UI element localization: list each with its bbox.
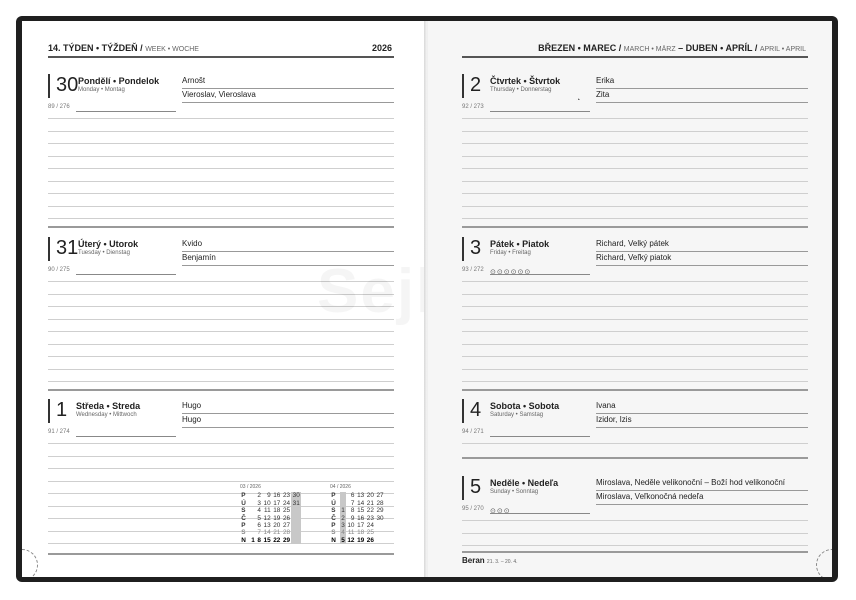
writing-line <box>462 193 808 194</box>
day-name-translation: Sunday • Sonntag <box>490 489 539 495</box>
writing-line <box>48 118 394 119</box>
day-marker <box>462 74 464 98</box>
corner-mark <box>22 549 38 577</box>
day-marker <box>48 399 50 423</box>
writing-line <box>462 545 808 546</box>
day-marker <box>48 237 50 261</box>
writing-line <box>462 520 808 521</box>
name-day-entry: Erika <box>596 75 808 89</box>
mini-calendar-march: 03 / 2026 P 2 9 16 23 30 Ú 3 10 17 24 31 S 4 11 18 25 Č 5 12 19 26 P 6 13 20 27 S 7 14 21 28 N 1 8 15 22 29 <box>240 484 300 544</box>
writing-line <box>462 381 808 382</box>
name-day-entry: Richard, Velký pátek <box>596 238 808 252</box>
writing-line <box>48 443 394 444</box>
name-day-entry: Benjamín <box>182 252 394 266</box>
writing-line <box>462 218 808 219</box>
writing-line <box>462 156 808 157</box>
day-marker <box>48 74 50 98</box>
day-separator <box>462 551 808 553</box>
writing-line <box>48 193 394 194</box>
writing-line <box>462 131 808 132</box>
day-name-translation: Wednesday • Mittwoch <box>76 412 137 418</box>
day-marker <box>462 476 464 500</box>
day-underline <box>490 436 590 437</box>
day-underline <box>76 274 176 275</box>
header-rule <box>48 56 394 58</box>
name-days <box>596 400 808 428</box>
day-name-translation: Thursday • Donnerstag <box>490 87 552 93</box>
day-number: 4 <box>470 399 482 421</box>
writing-line <box>462 306 808 307</box>
name-day-entry: Kvido <box>182 238 394 252</box>
holiday-symbols: ◔ <box>576 97 582 104</box>
right-page <box>428 21 832 577</box>
day-separator <box>48 389 394 391</box>
name-day-entry: Ivana <box>596 400 808 414</box>
mini-calendar-april: 04 / 2026 P 6 13 20 27 Ú 7 14 21 28 S 1 8 15 22 29 Č 2 9 16 23 30 P 3 10 17 24 S 4 11 18 25 N 5 12 19 26 <box>330 484 384 544</box>
publisher-footer: Beran 21. 3. – 20. 4. <box>462 556 518 565</box>
name-day-entry: Arnošt <box>182 75 394 89</box>
day-underline <box>76 436 176 437</box>
day-separator <box>462 226 808 228</box>
day-of-year: 90 / 275 <box>48 267 70 273</box>
writing-line <box>48 181 394 182</box>
day-marker <box>462 399 464 423</box>
day-name: Pondělí • Pondelok <box>78 76 160 86</box>
day-number: 2 <box>470 74 482 96</box>
writing-line <box>48 206 394 207</box>
name-days <box>596 238 808 266</box>
writing-line <box>462 319 808 320</box>
day-number: 1 <box>56 399 68 421</box>
day-number: 3 <box>470 237 482 259</box>
day-of-year: 95 / 270 <box>462 506 484 512</box>
writing-line <box>462 344 808 345</box>
day-name: Středa • Streda <box>76 401 141 411</box>
day-of-year: 94 / 271 <box>462 429 484 435</box>
day-of-year: 92 / 273 <box>462 104 484 110</box>
day-underline <box>76 111 176 112</box>
day-separator <box>462 389 808 391</box>
writing-line <box>48 156 394 157</box>
holiday-symbols: ⊙⊙⊙⊙⊙⊙ <box>490 269 532 276</box>
week-header: 14. TÝDEN • TÝŽDEŇ / WEEK • WOCHE <box>48 43 199 53</box>
day-separator <box>48 226 394 228</box>
writing-line <box>48 344 394 345</box>
day-name: Pátek • Piatok <box>490 239 550 249</box>
name-day-entry: Richard, Veľký piatok <box>596 252 808 266</box>
day-underline <box>490 111 590 112</box>
writing-line <box>48 143 394 144</box>
day-marker <box>462 237 464 261</box>
watermark <box>317 256 426 327</box>
day-number: 31 <box>56 237 79 259</box>
name-day-entry: Izidor, Izis <box>596 414 808 428</box>
writing-line <box>48 468 394 469</box>
day-of-year: 93 / 272 <box>462 267 484 273</box>
day-separator <box>462 457 808 459</box>
name-days <box>596 75 808 103</box>
day-number: 5 <box>470 476 482 498</box>
writing-line <box>462 118 808 119</box>
corner-mark <box>816 549 832 577</box>
day-of-year: 91 / 274 <box>48 429 70 435</box>
writing-line <box>462 369 808 370</box>
writing-line <box>48 218 394 219</box>
writing-line <box>462 206 808 207</box>
writing-line <box>48 168 394 169</box>
writing-line <box>462 533 808 534</box>
writing-line <box>462 143 808 144</box>
writing-line <box>462 356 808 357</box>
writing-line <box>48 131 394 132</box>
month-header: BŘEZEN • MAREC / MARCH • MÄRZ – DUBEN • APRÍL / APRIL • APRIL <box>538 43 806 53</box>
left-page <box>22 21 426 577</box>
name-days <box>596 477 808 505</box>
writing-line <box>462 181 808 182</box>
name-days <box>182 75 394 103</box>
name-day-entry: Miroslava, Neděle velikonoční – Boží hod velikonoční <box>596 477 808 491</box>
day-name: Čtvrtek • Štvrtok <box>490 76 561 86</box>
day-number: 30 <box>56 74 79 96</box>
writing-line <box>462 294 808 295</box>
writing-line <box>462 443 808 444</box>
day-name: Sobota • Sobota <box>490 401 560 411</box>
day-of-year: 89 / 276 <box>48 104 70 110</box>
name-day-entry: Zita <box>596 89 808 103</box>
day-name-translation: Tuesday • Dienstag <box>78 250 130 256</box>
writing-line <box>48 456 394 457</box>
name-day-entry: Hugo <box>182 414 394 428</box>
writing-line <box>48 356 394 357</box>
writing-line <box>48 331 394 332</box>
day-separator <box>48 553 394 555</box>
writing-line <box>462 281 808 282</box>
name-day-entry: Vieroslav, Vieroslava <box>182 89 394 103</box>
writing-line <box>462 168 808 169</box>
day-name-translation: Friday • Freitag <box>490 250 531 256</box>
day-name: Neděle • Nedeľa <box>490 478 559 488</box>
name-days <box>182 400 394 428</box>
day-name: Úterý • Utorok <box>78 239 139 249</box>
writing-line <box>48 369 394 370</box>
name-day-entry: Hugo <box>182 400 394 414</box>
holiday-symbols: ⊙⊙⊙ <box>490 508 511 515</box>
writing-line <box>462 331 808 332</box>
writing-line <box>48 481 394 482</box>
day-name-translation: Saturday • Samstag <box>490 412 544 418</box>
year-label: 2026 <box>372 43 393 53</box>
day-name-translation: Monday • Montag <box>78 87 125 93</box>
writing-line <box>48 381 394 382</box>
header-rule <box>462 56 808 58</box>
name-day-entry: Miroslava, Veľkonočná nedeľa <box>596 491 808 505</box>
